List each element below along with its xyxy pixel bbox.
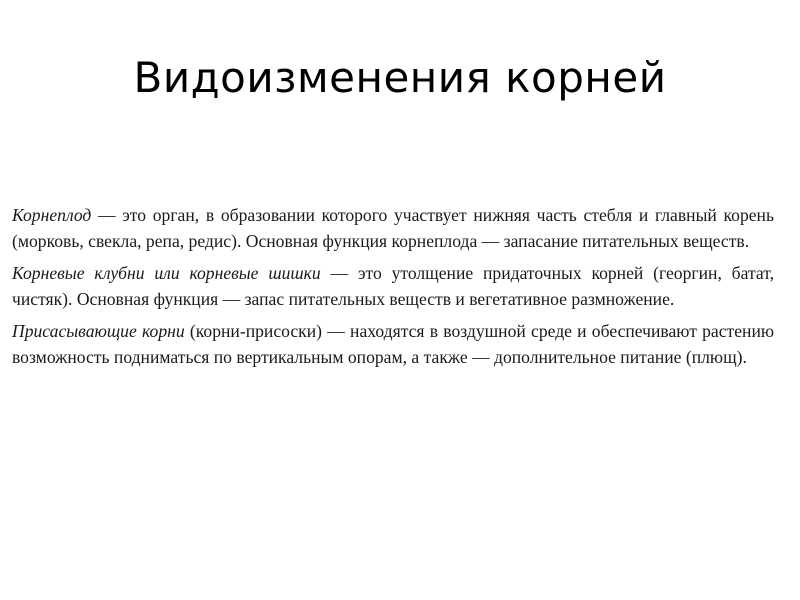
- definition-haustoria: (корни-присоски) — находятся в воздушной среде и обеспечивают растению возможность подниматься по вертикальным опорам, а также — дополнительное питание (плющ).: [12, 321, 775, 367]
- text-block: [12, 202, 774, 376]
- term-haustoria: Присасывающие корни: [12, 321, 185, 341]
- slide-title: Видоизменения корней: [133, 53, 667, 102]
- definition-root-crop: — это орган, в образовании которого участвует нижняя часть стебля и главный корень (морковь, свекла, репа, редис). Основная функция корнеплода — запасание питательных веществ.: [12, 205, 774, 251]
- definition-root-tubers: — это утолщение придаточных корней (георгин, батат, чистяк). Основная функция — запас питательных веществ и вегетативное размножение.: [12, 263, 774, 309]
- paragraph-root-crop: [12, 202, 774, 254]
- paragraph-root-tubers: [12, 260, 774, 312]
- paragraph-haustoria: [12, 318, 774, 370]
- term-root-crop: Корнеплод: [12, 205, 92, 225]
- term-root-tubers: Корневые клубни или корневые шишки: [12, 263, 321, 283]
